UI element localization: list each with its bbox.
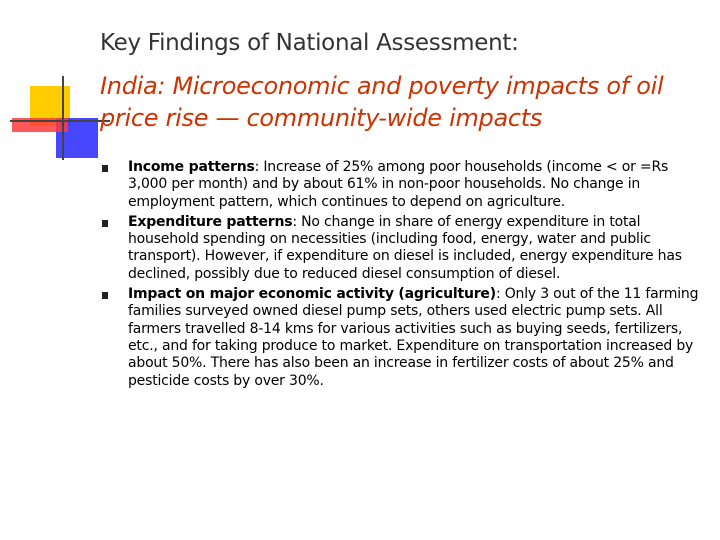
decorative-horizontal-line: [10, 120, 110, 122]
square-bullet-icon: [102, 292, 108, 299]
finding-text: : Increase of 25% among poor households (income < or =Rs 3,000 per month) and by about 61% in non-poor households. No change in employment pattern, which continues to depend on agriculture.: [128, 159, 669, 210]
slide-title: Key Findings of National Assessment:: [100, 30, 519, 56]
finding-text: : No change in share of energy expenditure in total household spending on necessities (including food, energy, water and public transport). However, if expenditure on diesel is included, energy expenditure has declined, possibly due to reduced diesel consumption of diesel.: [128, 213, 682, 282]
finding-heading: Impact on major economic activity (agriculture): [128, 286, 496, 303]
finding-item-expenditure: [96, 214, 706, 283]
finding-heading: Income patterns: [128, 159, 255, 175]
finding-item-income: [96, 159, 706, 211]
decorative-vertical-line: [62, 76, 64, 160]
findings-list: [96, 159, 706, 393]
finding-heading: Expenditure patterns: [128, 213, 293, 230]
finding-text: : Only 3 out of the 11 farming families surveyed owned diesel pump sets, others used electric pump sets. All farmers travelled 8-14 kms for various activities such as buying seeds, fertilizers, etc., and for taking produce to market. Expenditure on transportation increased by about 50%. There has also been an increase in fertilizer costs of about 25% and pesticide costs by over 30%.: [128, 286, 699, 389]
square-bullet-icon: [102, 220, 108, 227]
slide-subtitle: India: Microeconomic and poverty impacts of oil price rise — community-wide impacts: [100, 72, 664, 132]
square-bullet-icon: [102, 165, 108, 172]
finding-item-agriculture: [96, 286, 706, 390]
